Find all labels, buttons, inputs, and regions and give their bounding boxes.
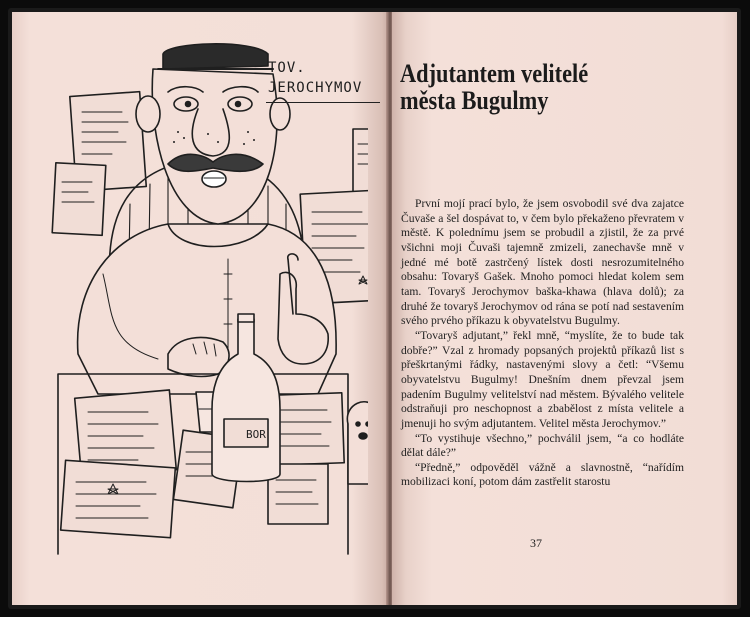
- chapter-title-line-1: Adjutantem velitelé: [400, 59, 589, 88]
- paragraph: “Tovaryš adjutant,” řekl mně, “myslíte, že to bude tak dobře?” Vzal z hromady popsaných projektů příkazů list s přeškrtanými řádky, nastavenými slovy a četl: “Všemu obyvatelstvu Bugulmy! Dnešním dnem převzal jsem padením Bugulmy velitelství nad městem. Bývalého velitele odstraňuji pro neschopnost a zbabělost z místa velitele a jmenuji ho svým adjutantem. Velitel města Jerochymov.”: [401, 328, 684, 430]
- wall-paper-left-2: [52, 163, 106, 236]
- jerochymov-illustration: [18, 14, 368, 574]
- paragraph: “To vystihuje všechno,” pochválil jsem, “a co hodláte dělat dále?”: [401, 431, 684, 460]
- chapter-body: [401, 197, 684, 490]
- paragraph: “Předně,” odpověděl vážně a slavnostně, “nařídím mobilizaci koní, potom dám zastřelit starostu: [401, 460, 684, 489]
- dog-peeking: [347, 402, 368, 484]
- illustration-caption: TOV. JEROCHYMOV: [268, 60, 363, 96]
- paragraph: První mojí prací bylo, že jsem osvobodil své dva zajatce Čuvaše a šel dospávat to, v čem bylo překaženo převratem v městě. K polednímu jsem se probudil a zjistil, že za prvé všichni moji Čuvaši tajemně zmizeli, zanechavše mně v jedné mé botě zastrčený lístek dosti nesrozumitelného obsahu: Tovaryš Gašek. Mnoho pomoci hledat kolem sem tam. Tovaryš Jerochymov baška-khawa (hlava dolů); za druhé že tovaryš Jerochymov od rána se potí nad sestavením svého prvého příkazu k obyvatelstvu Bugulmy.: [401, 197, 684, 328]
- page-number: 37: [530, 536, 542, 550]
- jerochymov-head: [136, 44, 290, 224]
- caption-underline: [266, 102, 380, 103]
- chapter-title: [400, 60, 675, 114]
- chapter-title-line-2: města Bugulmy: [400, 86, 549, 115]
- bottle-label: BOR: [246, 428, 266, 441]
- left-hand: [168, 338, 229, 377]
